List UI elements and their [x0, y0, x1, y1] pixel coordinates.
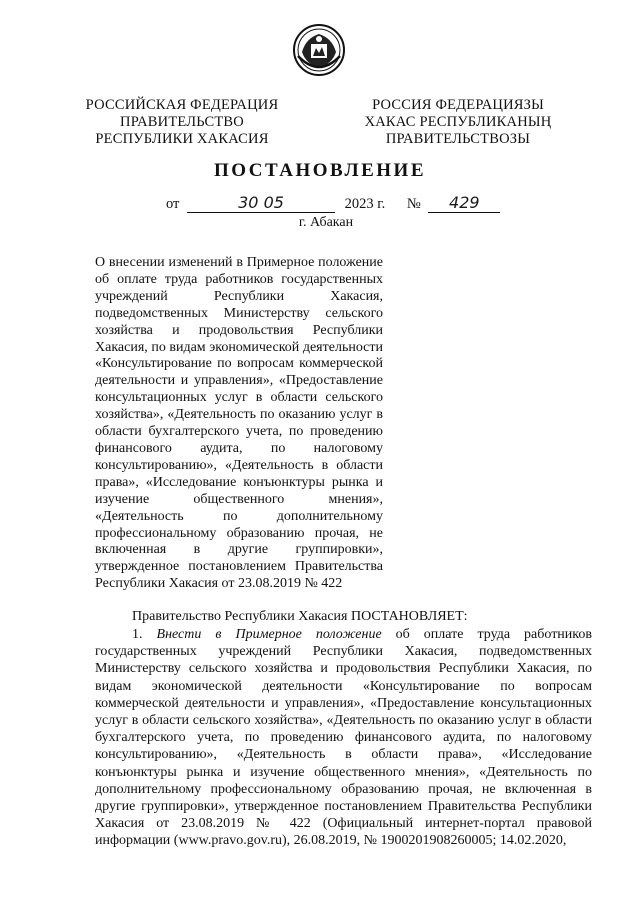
- header-right-line: ПРАВИТЕЛЬСТВОЗЫ: [385, 131, 531, 147]
- document-title: ПОСТАНОВЛЕНИЕ: [213, 160, 427, 181]
- paragraph-text: об оплате труда работников государственных учреждений Республики Хакасия, подведомственных Министерству сельского хозяйства и продовольствия Республики Хакасия, по видам экономической деятельности «Консультирование по вопросам коммерческой деятельности и управления», «Предоставление консультационных услуг в области сельского хозяйства», «Деятельность по оказанию услуг в области бухгалтерского учета, по проведению финансового аудита, по налоговому консультированию», «Деятельность в области права», «Исследование конъюнктуры рынка и изучение общественного мнения», «Деятельность по дополнительному профессиональному образованию прочая, не включенная в другие группировки», утвержденное постановлением Правительства Республики Хакасия от 23.08.2019 № 422 (Официальный интернет-портал правовой информации (www.pravo.gov.ru), 26.08.2019, № 1900201908260005; 14.02.2020,: [95, 627, 592, 849]
- number-field: 429: [428, 194, 500, 213]
- header-left-block: [82, 97, 282, 148]
- year-label: 2023 г.: [344, 196, 386, 212]
- header-right-line: РОССИЯ ФЕДЕРАЦИЯЗЫ: [372, 97, 544, 113]
- paragraph-number: 1.: [132, 627, 143, 642]
- number-label: №: [406, 196, 421, 212]
- header-right-line: ХАКАС РЕСПУБЛИКАНЫҢ: [364, 114, 552, 130]
- header-right-block: [362, 97, 554, 148]
- from-label: от: [166, 196, 180, 212]
- date-field: 30 05: [187, 194, 335, 213]
- header-left-line: РОССИЙСКАЯ ФЕДЕРАЦИЯ: [85, 97, 279, 113]
- coat-of-arms-emblem-icon: [292, 22, 346, 78]
- subject-heading: О внесении изменений в Примерное положение об оплате труда работников государственных учреждений Республики Хакасия, подведомственных Министерству сельского хозяйства и продовольствия Республики Хакасия, по видам экономической деятельности «Консультирование по вопросам коммерческой деятельности и управления», «Предоставление консультационных услуг в области сельского хозяйства», «Деятельность по оказанию услуг в области бухгалтерского учета, по проведению финансового аудита, по налоговому консультированию», «Деятельность в области права», «Исследование конъюнктуры рынка и изучение общественного мнения», «Деятельность по дополнительному профессиональному образованию прочая, не включенная в другие группировки», утвержденное постановлением Правительства Республики Хакасия от 23.08.2019 № 422: [95, 255, 383, 592]
- header-left-line: РЕСПУБЛИКИ ХАКАСИЯ: [95, 131, 269, 147]
- paragraph-1: [95, 626, 592, 850]
- paragraph-italic-lead: Внести в Примерное положение: [156, 627, 382, 642]
- decree-line: Правительство Республики Хакасия ПОСТАНОВЛЯЕТ:: [132, 609, 468, 624]
- header-left-line: ПРАВИТЕЛЬСТВО: [120, 114, 244, 130]
- city-label: г. Абакан: [298, 215, 354, 230]
